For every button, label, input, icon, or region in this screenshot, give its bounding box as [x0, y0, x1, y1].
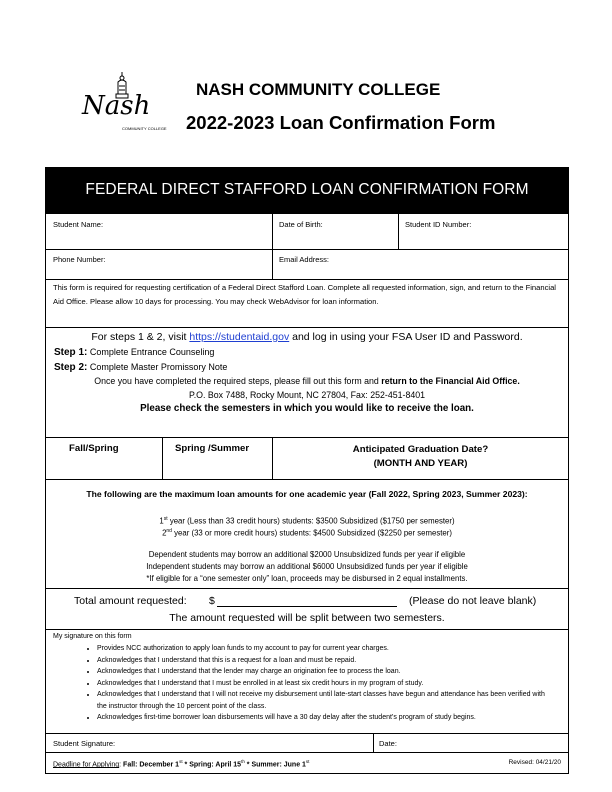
deadline-text: Deadline for Applying: Fall: December 1st * Spring: April 15th * Summer: June 1st: [53, 759, 310, 769]
student-id-field[interactable]: Student ID Number:: [405, 220, 472, 229]
graduation-date-field[interactable]: Anticipated Graduation Date? (MONTH AND YEAR): [352, 444, 489, 469]
mailing-address: P.O. Box 7488, Rocky Mount, NC 27804, Fax: 252-451-8401: [188, 390, 426, 400]
intro-text: This form is required for requesting certification of a Federal Direct Stafford Loan. Complete all requested information, sign, and return to the Financial Aid Office. Please allow 10 days for processing. You may check WebAdvisor for loan information.: [53, 283, 556, 306]
list-item: • Acknowledges that I understand that I will not receive my disbursement until late-start classes have begun and attendance has been verified with the instructor through the 10 percent point of the class.: [97, 689, 553, 712]
first-year-limit: 1st year (Less than 33 credit hours) students: $3500 Subsidized ($1750 per semester): [159, 516, 455, 526]
total-amount-input[interactable]: [217, 606, 397, 607]
studentaid-link[interactable]: https://studentaid.gov: [189, 331, 290, 343]
list-item: • Acknowledges first-time borrower loan disbursements will have a 30 day delay after the student’s program of study begins.: [97, 712, 553, 724]
list-item: • Acknowledges that I understand that this is a request for a loan and must be repaid.: [97, 655, 553, 667]
acknowledgement-list: [83, 643, 553, 724]
visit-instructions: For steps 1 & 2, visit https://studentaid.gov and log in using your FSA User ID and Password.: [91, 331, 523, 343]
signature-date-field[interactable]: Date:: [379, 739, 397, 748]
logo-text: Nash: [82, 91, 151, 121]
dependent-limit: Dependent students may borrow an additional $2000 Unsubsidized funds per year if eligible: [148, 550, 466, 559]
list-item: • Acknowledges that I understand that I must be enrolled in at least six credit hours in my program of study.: [97, 678, 553, 690]
email-field[interactable]: Email Address:: [279, 255, 330, 264]
do-not-leave-blank-note: (Please do not leave blank): [409, 595, 537, 607]
return-instructions: Once you have completed the required steps, please fill out this form and return to the Financial Aid Office.: [94, 376, 520, 386]
second-year-limit: 2nd year (33 or more credit hours) students: $4500 Subsidized ($2250 per semester): [162, 528, 452, 538]
revised-date: Revised: 04/21/20: [508, 759, 561, 766]
form-banner: FEDERAL DIRECT STAFFORD LOAN CONFIRMATION FORM: [45, 167, 569, 213]
independent-limit: Independent students may borrow an additional $6000 Unsubsidized funds per year if eligible: [146, 562, 468, 571]
dob-field[interactable]: Date of Birth:: [279, 220, 323, 229]
loan-amounts-heading: The following are the maximum loan amounts for one academic year (Fall 2022, Spring 2023, Summer 2023):: [86, 489, 528, 499]
list-item: • Acknowledges that I understand that the lender may charge an origination fee to process the loan.: [97, 666, 553, 678]
dollar-sign: $: [209, 595, 215, 607]
college-logo: [78, 72, 167, 134]
college-name: NASH COMMUNITY COLLEGE: [196, 80, 441, 99]
loan-form: [45, 167, 569, 774]
logo-subtext: COMMUNITY COLLEGE: [122, 126, 167, 131]
step-2: Step 2: Complete Master Promissory Note: [54, 362, 228, 373]
check-semesters-text: Please check the semesters in which you would like to receive the loan.: [140, 403, 474, 414]
one-semester-note: *If eligible for a “one semester only” loan, proceeds may be disbursed in 2 equal installments.: [146, 574, 468, 583]
spring-summer-option[interactable]: Spring /Summer: [175, 443, 250, 454]
split-note: The amount requested will be split between two semesters.: [169, 612, 445, 624]
phone-field[interactable]: Phone Number:: [53, 255, 106, 264]
signature-heading: My signature on this form: [53, 633, 132, 640]
form-title: 2022-2023 Loan Confirmation Form: [186, 112, 496, 133]
fall-spring-option[interactable]: Fall/Spring: [69, 443, 119, 454]
step-1: Step 1: Complete Entrance Counseling: [54, 347, 215, 358]
total-amount-label: Total amount requested:: [74, 595, 187, 607]
list-item: • Provides NCC authorization to apply loan funds to my account to pay for current year charges.: [97, 643, 553, 655]
student-name-field[interactable]: Student Name:: [53, 220, 104, 229]
student-signature-field[interactable]: Student Signature:: [53, 739, 116, 748]
